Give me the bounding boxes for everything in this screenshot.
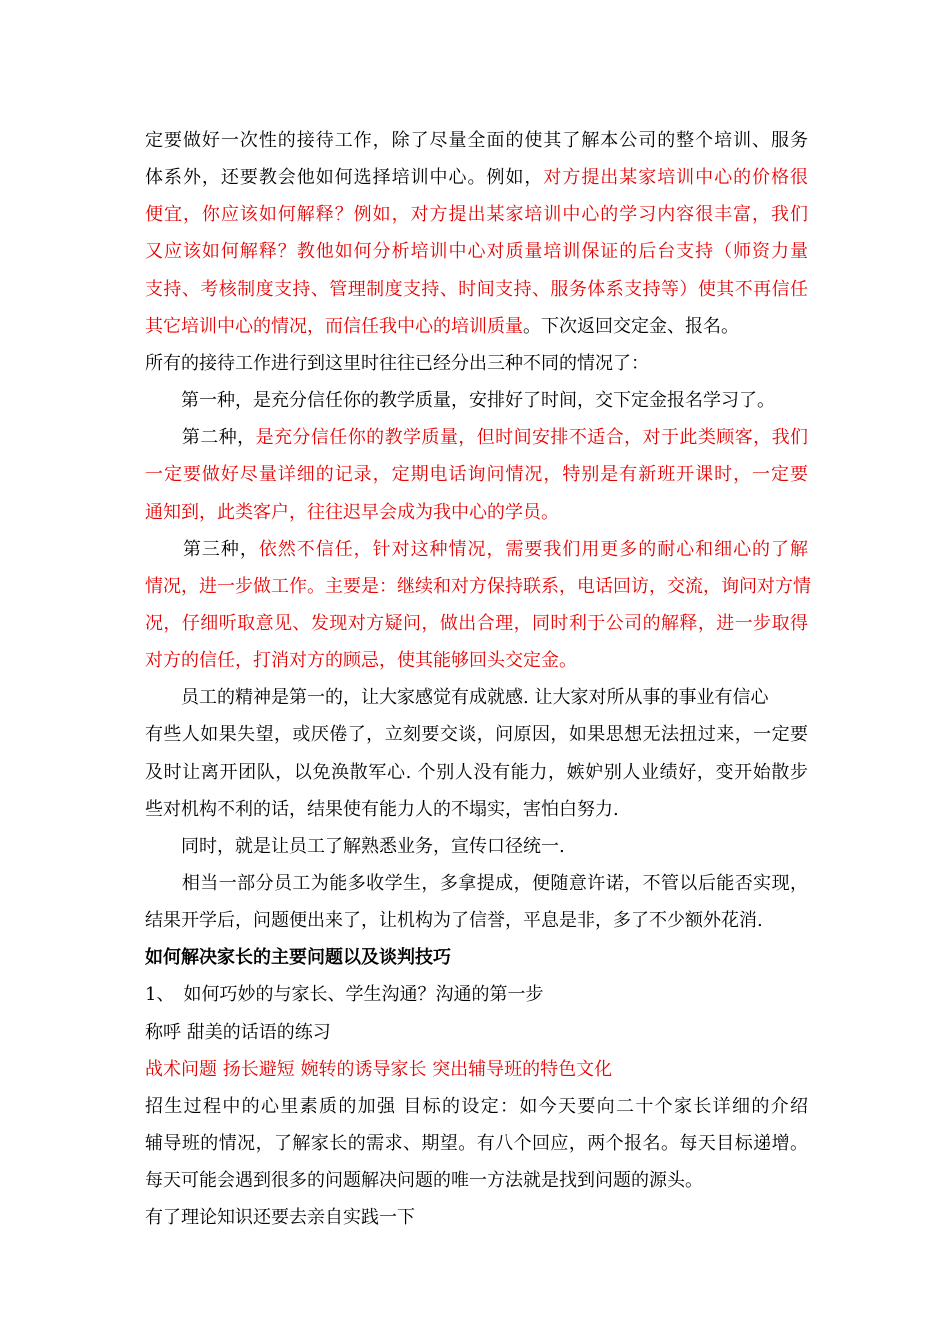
text-line (145, 531, 808, 568)
text-line (145, 605, 808, 642)
text-line (145, 568, 811, 605)
body-text: 第二种， (145, 427, 256, 448)
body-text: 有了理论知识还要去亲自实践一下 (145, 1207, 415, 1228)
body-text: 第一种，是充分信任你的教学质量，安排好了时间，交下定金报名学习了。 (145, 390, 775, 411)
body-text: 体系外，还要教会他如何选择培训中心。例如， (145, 167, 544, 188)
highlighted-text: 依然不信任，针对这种情况，需要我们用更多的耐心和细心的了解 (258, 539, 809, 560)
text-line (145, 308, 808, 345)
text-line (145, 196, 808, 233)
highlighted-text: 便宜，你应该如何解释？例如，对方提出某家培训中心的学习内容很丰富，我们 (145, 204, 808, 225)
body-text: 招生过程中的心里素质的加强 目标的设定：如今天要向二十个家长详细的介绍 (145, 1096, 808, 1117)
text-line (145, 1199, 808, 1236)
text-line (145, 1014, 808, 1051)
body-text: 及时让离开团队，以免涣散军心. 个别人没有能力，嫉妒别人业绩好，变开始散步 (145, 762, 808, 783)
text-line (145, 382, 808, 419)
text-line (145, 159, 808, 196)
body-text: 辅导班的情况，了解家长的需求、期望。有八个回应，两个报名。每天目标递增。 (145, 1133, 808, 1154)
text-line (145, 1162, 808, 1199)
text-line (145, 456, 808, 493)
text-line (145, 1051, 808, 1088)
text-line (145, 122, 808, 159)
body-text: 有些人如果失望，或厌倦了，立刻要交谈，问原因，如果思想无法扭过来，一定要 (145, 724, 808, 745)
body-text: 每天可能会遇到很多的问题解决问题的唯一方法就是找到问题的源头。 (145, 1170, 703, 1191)
body-text: 称呼 甜美的话语的练习 (145, 1022, 331, 1043)
body-text: 结果开学后，问题便出来了，让机构为了信誉，平息是非，多了不少额外花消. (145, 910, 763, 931)
highlighted-text: 其它培训中心的情况，而信任我中心的培训质量 (145, 316, 523, 337)
text-line (145, 716, 808, 753)
text-line (145, 642, 808, 679)
body-text: 第三种， (145, 539, 259, 560)
highlighted-text: 通知到，此类客户，往往迟早会成为我中心的学员。 (145, 502, 559, 523)
body-text: 。下次返回交定金、报名。 (523, 316, 739, 337)
text-line (145, 939, 808, 976)
body-text: 定要做好一次性的接待工作，除了尽量全面的使其了解本公司的整个培训、服务 (145, 130, 808, 151)
text-line (145, 271, 808, 308)
body-text: 相当一部分员工为能多收学生，多拿提成，便随意许诺，不管以后能否实现， (145, 873, 808, 894)
text-line (145, 1125, 808, 1162)
body-text: 所有的接待工作进行到这里时往往已经分出三种不同的情况了： (145, 353, 649, 374)
text-line (145, 679, 808, 716)
text-line (145, 828, 808, 865)
text-line (145, 345, 808, 382)
body-text: 些对机构不利的话，结果使有能力人的不塌实，害怕白努力. (145, 799, 619, 820)
text-line (145, 494, 808, 531)
text-line (145, 902, 808, 939)
text-line (145, 233, 808, 270)
highlighted-text: 支持、考核制度支持、管理制度支持、时间支持、服务体系支持等）使其不再信任 (145, 279, 808, 300)
body-text: 员工的精神是第一的，让大家感觉有成就感. 让大家对所从事的事业有信心 (145, 687, 769, 708)
highlighted-text: 一定要做好尽量详细的记录，定期电话询问情况，特别是有新班开课时，一定要 (145, 464, 808, 485)
text-line (145, 865, 808, 902)
highlighted-text: 对方的信任，打消对方的顾忌，使其能够回头交定金。 (145, 650, 577, 671)
body-text: 1、 如何巧妙的与家长、学生沟通？沟通的第一步 (145, 984, 544, 1005)
body-text: 同时，就是让员工了解熟悉业务，宣传口径统一. (145, 836, 565, 857)
text-line (145, 1088, 808, 1125)
text-line (145, 976, 808, 1013)
highlighted-text: 战术问题 扬长避短 婉转的诱导家长 突出辅导班的特色文化 (145, 1059, 613, 1080)
highlighted-text: 情况，进一步做工作。主要是：继续和对方保持联系，电话回访，交流，询问对方情 (145, 576, 811, 597)
text-line (145, 791, 808, 828)
highlighted-text: 是充分信任你的教学质量，但时间安排不适合，对于此类顾客，我们 (255, 427, 809, 448)
highlighted-text: 况，仔细听取意见、发现对方疑问，做出合理，同时利于公司的解释，进一步取得 (145, 613, 808, 634)
text-line (145, 419, 808, 456)
highlighted-text: 又应该如何解释？教他如何分析培训中心对质量培训保证的后台支持（师资力量 (145, 241, 808, 262)
highlighted-text: 对方提出某家培训中心的价格很 (543, 167, 809, 188)
text-line (145, 754, 808, 791)
section-heading: 如何解决家长的主要问题以及谈判技巧 (145, 947, 451, 968)
